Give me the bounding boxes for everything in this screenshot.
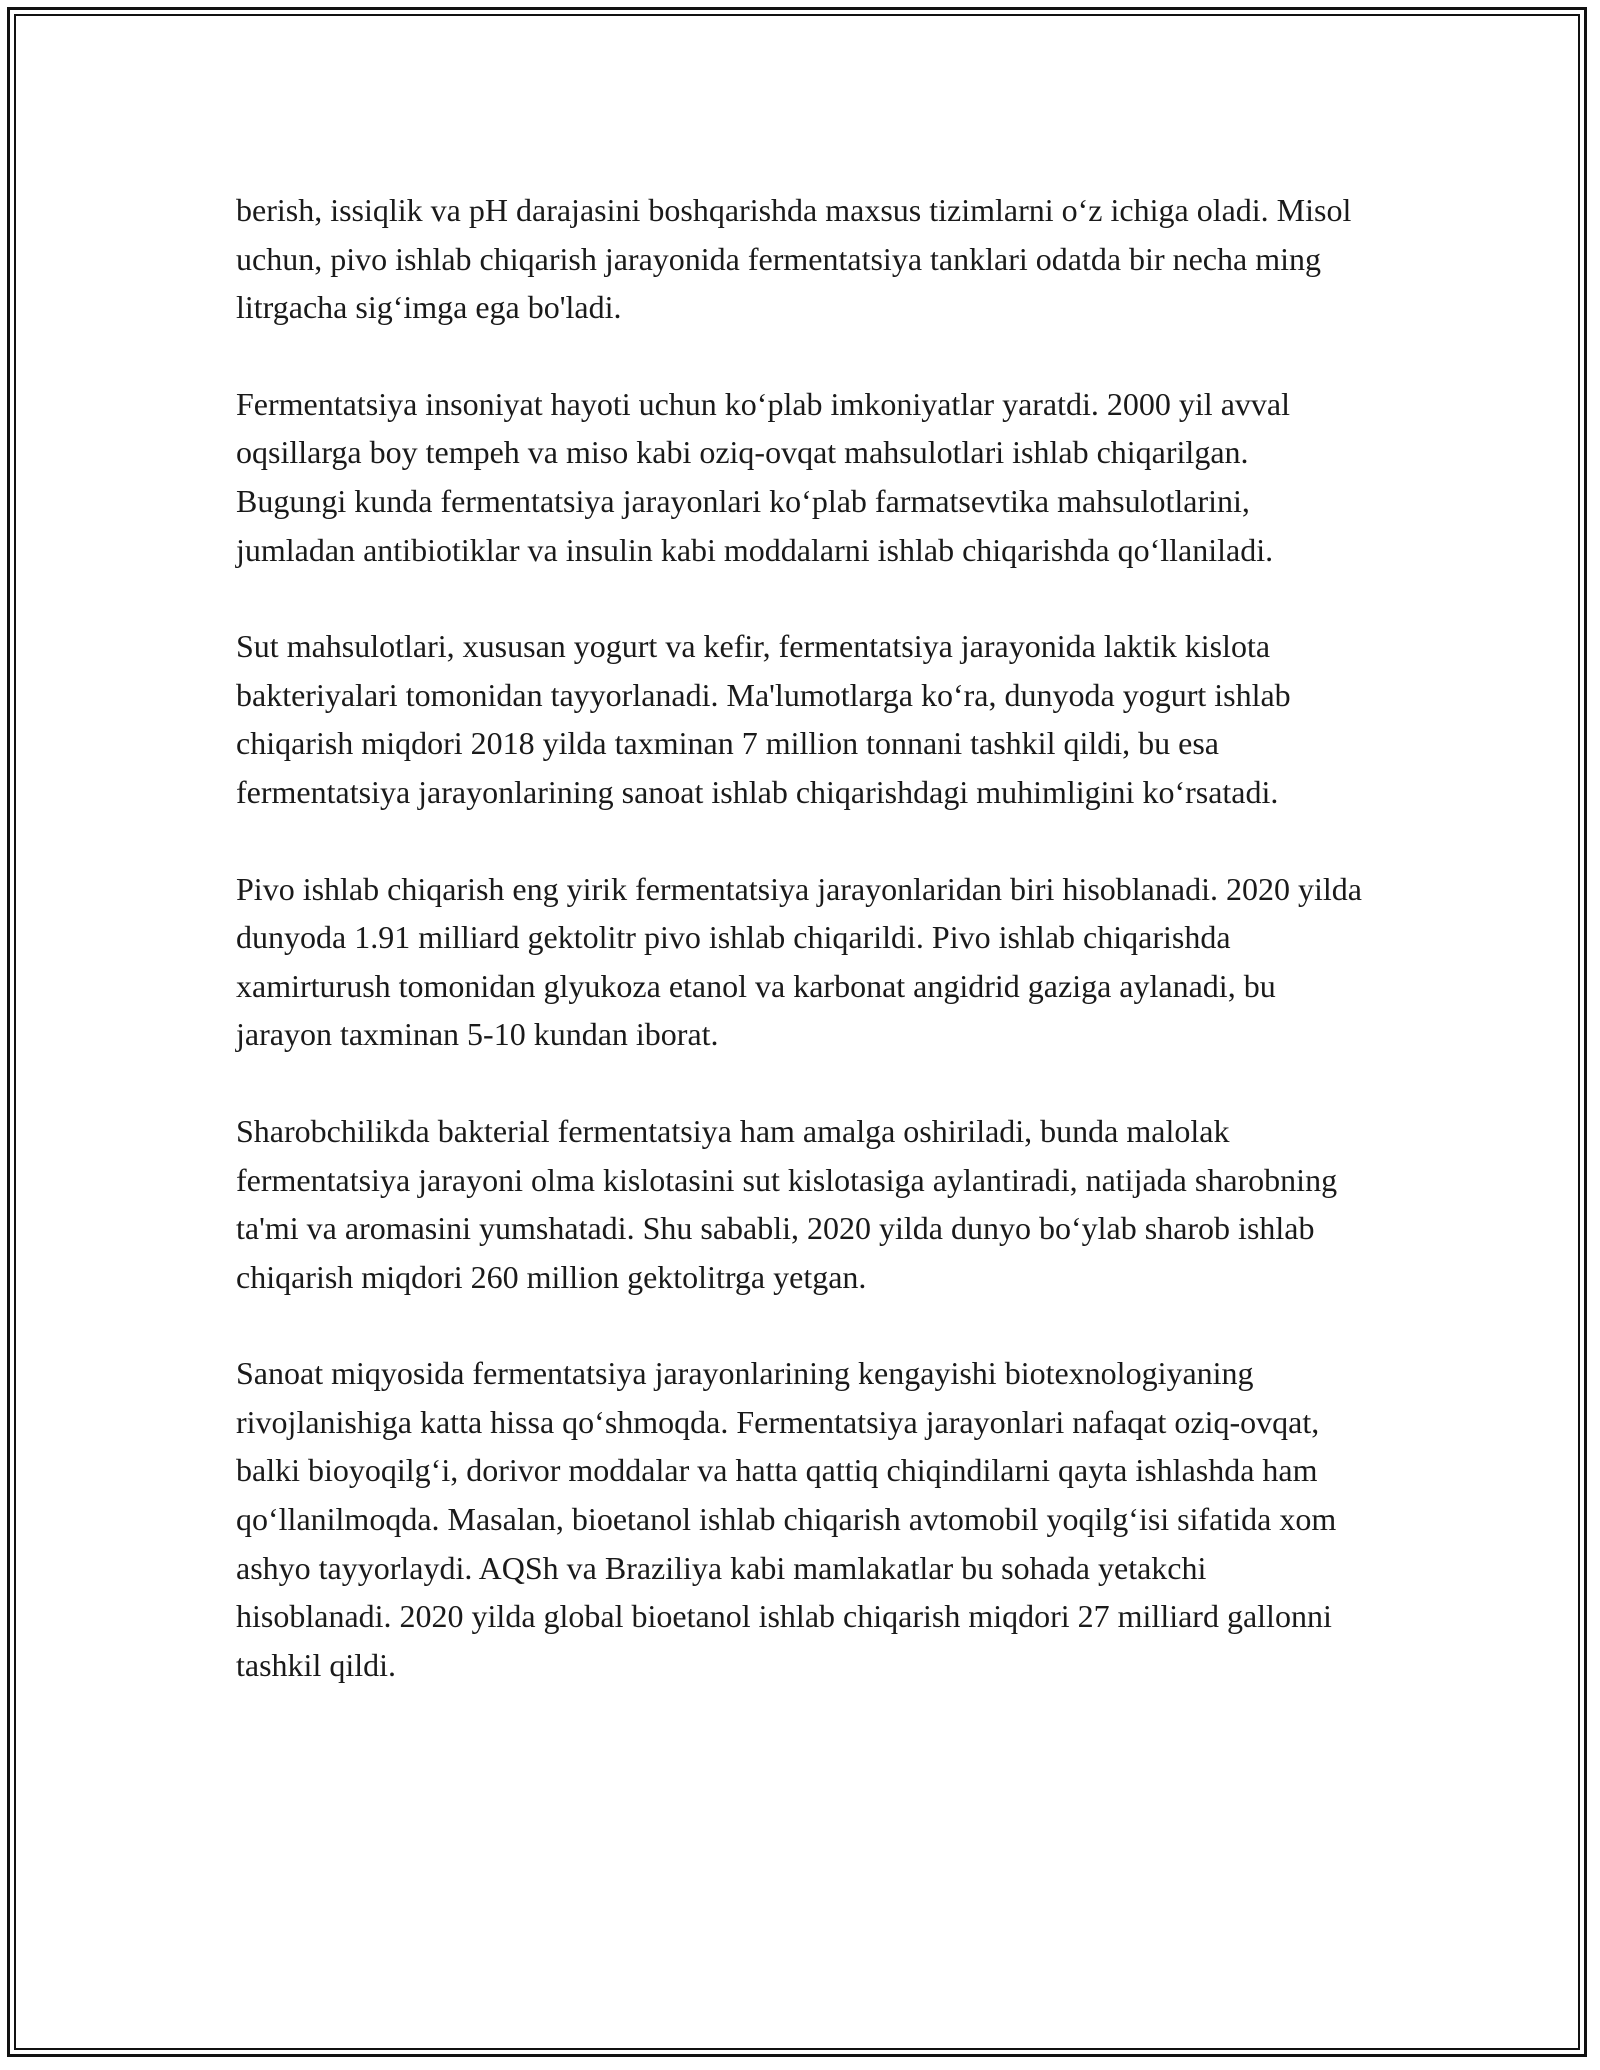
paragraph-1: berish, issiqlik va pH darajasini boshqarishda maxsus tizimlarni o‘z ichiga oladi. Misol uchun, pivo ishlab chiqarish jarayonida fermentatsiya tanklari odatda bir necha ming litrgacha sig‘imga ega bo'ladi. [236, 192, 1352, 326]
document-body [236, 186, 1366, 1737]
paragraph-4: Pivo ishlab chiqarish eng yirik fermentatsiya jarayonlaridan biri hisoblanadi. 2020 yilda dunyoda 1.91 milliard gektolitr pivo ishlab chiqarildi. Pivo ishlab chiqarishda xamirturush tomonidan glyukoza etanol va karbonat angidrid gaziga aylanadi, bu jarayon taxminan 5-10 kundan iborat. [236, 870, 1362, 1053]
paragraph-6: Sanoat miqyosida fermentatsiya jarayonlarining kengayishi biotexnologiyaning rivojlanishiga katta hissa qo‘shmoqda. Fermentatsiya jarayonlari nafaqat oziq-ovqat, balki bioyoqilg‘i, dorivor moddalar va hatta qattiq chiqindilarni qayta ishlashda ham qo‘llanilmoqda. Masalan, bioetanol ishlab chiqarish avtomobil yoqilg‘isi sifatida xom ashyo tayyorlaydi. AQSh va Braziliya kabi mamlakatlar bu sohada yetakchi hisoblanadi. 2020 yilda global bioetanol ishlab chiqarish miqdori 27 milliard gallonni tashkil qildi. [236, 1355, 1337, 1683]
paragraph-2: Fermentatsiya insoniyat hayoti uchun ko‘plab imkoniyatlar yaratdi. 2000 yil avval oqsillarga boy tempeh va miso kabi oziq-ovqat mahsulotlari ishlab chiqarilgan. Bugungi kunda fermentatsiya jarayonlari ko‘plab farmatsevtika mahsulotlarini, jumladan antibiotiklar va insulin kabi moddalarni ishlab chiqarishda qo‘llaniladi. [236, 385, 1290, 568]
paragraph-5: Sharobchilikda bakterial fermentatsiya ham amalga oshiriladi, bunda malolak fermentatsiya jarayoni olma kislotasini sut kislotasiga aylantiradi, natijada sharobning ta'mi va aromasini yumshatadi. Shu sababli, 2020 yilda dunyo bo‘ylab sharob ishlab chiqarish miqdori 260 million gektolitrga yetgan. [236, 1112, 1338, 1295]
paragraph-3: Sut mahsulotlari, xususan yogurt va kefir, fermentatsiya jarayonida laktik kislota bakteriyalari tomonidan tayyorlanadi. Ma'lumotlarga ko‘ra, dunyoda yogurt ishlab chiqarish miqdori 2018 yilda taxminan 7 million tonnani tashkil qildi, bu esa fermentatsiya jarayonlarining sanoat ishlab chiqarishdagi muhimligini ko‘rsatadi. [236, 628, 1291, 810]
